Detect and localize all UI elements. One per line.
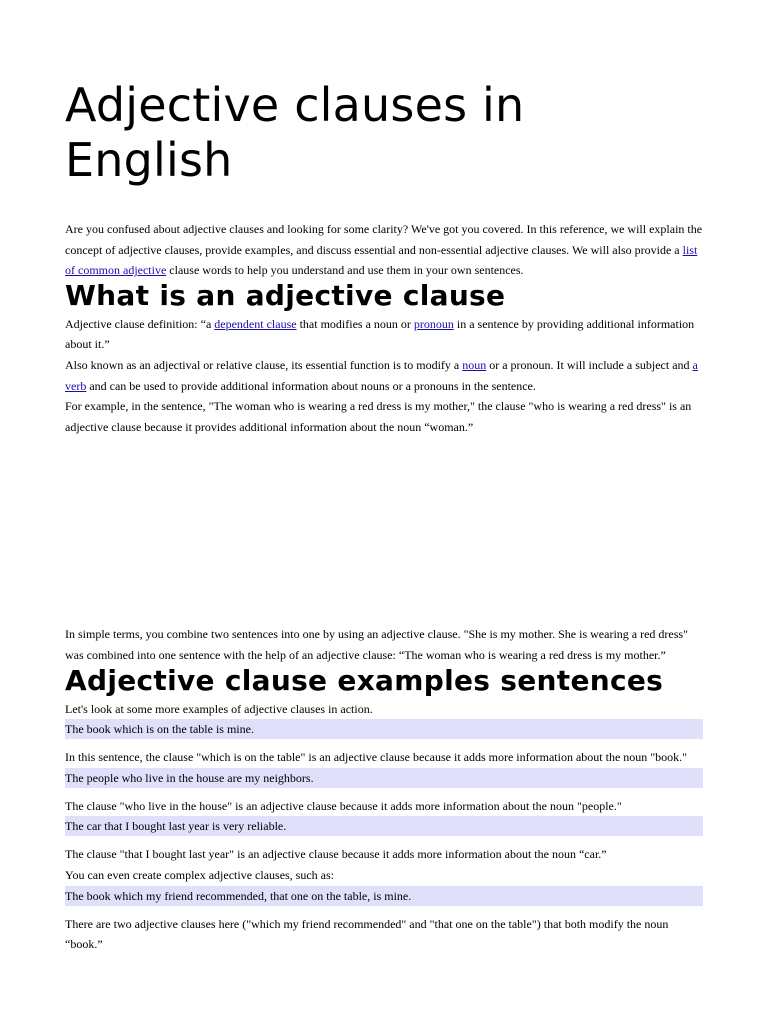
pronoun-link[interactable]: pronoun: [413, 316, 454, 331]
blank-image-area: [65, 437, 703, 624]
also-known-paragraph: [65, 355, 703, 396]
example-sentence-4: The book which my friend recommended, that one on the table, is mine.: [65, 886, 703, 906]
intro-text-a: Are you confused about adjective clauses and looking for some clarity? We've got you covered. In this reference, we will explain the concept of adjective clauses, provide examples, and discuss essential and non-essential adjective clauses. We will also provide a: [65, 222, 703, 257]
intro-paragraph: [65, 219, 703, 281]
example-sentence-3: The car that I bought last year is very reliable.: [65, 816, 703, 836]
dependent-clause-link[interactable]: dependent clause: [214, 316, 297, 331]
explanation-1: In this sentence, the clause "which is on the table" is an adjective clause because it adds more information about the noun "book.": [65, 750, 688, 765]
definition-text-c: in a sentence by providing additional information about it.”: [65, 316, 695, 352]
also-known-text-b: or a pronoun. It will include a subject and: [486, 357, 693, 372]
complex-clause-lead: You can even create complex adjective clauses, such as:: [65, 867, 335, 882]
list-of-common-adjective-link[interactable]: list of common adjective: [65, 242, 698, 278]
example-sentence-1: The book which is on the table is mine.: [65, 719, 703, 739]
explanation-2: The clause "who live in the house" is an adjective clause because it adds more information about the noun "people.": [65, 798, 622, 813]
page-title: Adjective clauses in English: [65, 78, 525, 187]
section-heading-examples: Adjective clause examples sentences: [65, 663, 664, 697]
definition-text-b: that modifies a noun or: [296, 316, 414, 331]
definition-text-a: Adjective clause definition: “a: [65, 316, 215, 331]
example-woman-paragraph: For example, in the sentence, "The woman who is wearing a red dress is my mother," the clause "who is wearing a red dress" is an adjective clause because it provides additional information about the noun “woman.”: [65, 399, 692, 434]
section-heading-what-is: What is an adjective clause: [65, 278, 506, 312]
also-known-text-c: and can be used to provide additional information about nouns or a pronouns in the sentence.: [86, 378, 536, 393]
example-sentence-2: The people who live in the house are my neighbors.: [65, 768, 703, 788]
article: [65, 78, 703, 955]
noun-link[interactable]: noun: [462, 357, 487, 372]
explanation-4: There are two adjective clauses here ("which my friend recommended" and "that one on the table") that both modify the noun “book.”: [65, 916, 669, 952]
explanation-3: The clause "that I bought last year" is an adjective clause because it adds more information about the noun “car.”: [65, 847, 607, 862]
a-verb-link[interactable]: a verb: [65, 357, 698, 393]
simple-terms-paragraph: In simple terms, you combine two sentences into one by using an adjective clause. "She is my mother. She is wearing a red dress" was combined into one sentence with the help of an adjective clause: “The woman who is wearing a red dress is my mother.”: [65, 627, 688, 662]
also-known-text-a: Also known as an adjectival or relative clause, its essential function is to modify a: [65, 357, 463, 372]
intro-text-b: clause words to help you understand and use them in your own sentences.: [166, 263, 524, 278]
examples-lead: Let's look at some more examples of adjective clauses in action.: [65, 701, 373, 716]
definition-paragraph: [65, 314, 703, 355]
